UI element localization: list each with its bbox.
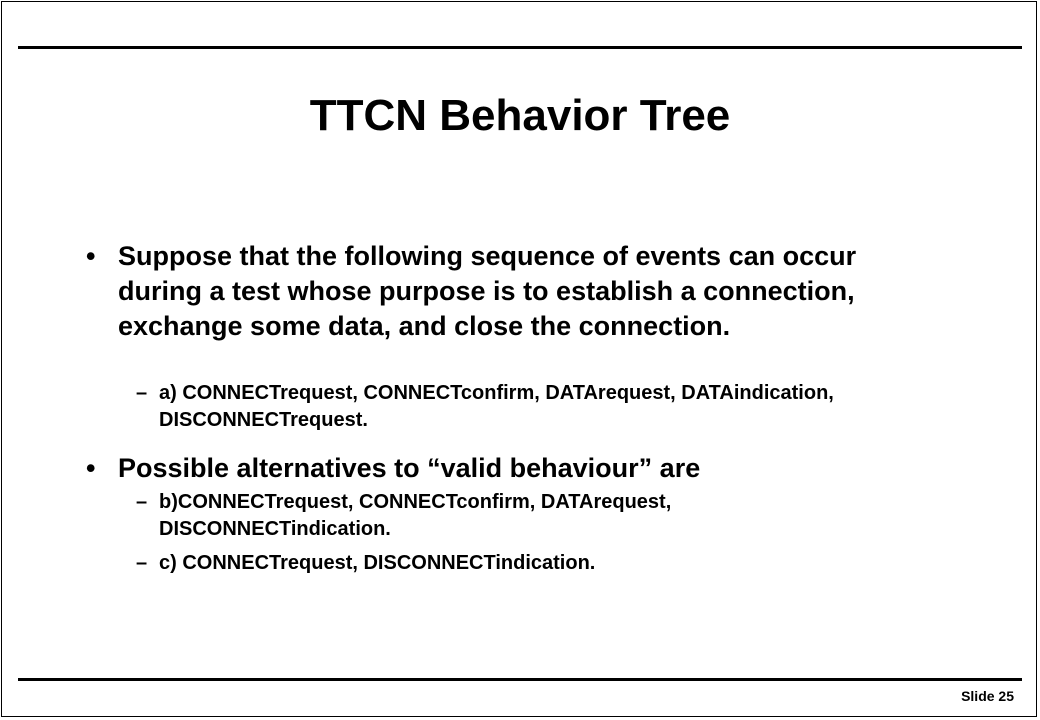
bullet-item bbox=[86, 239, 916, 344]
sub-bullet-item bbox=[136, 380, 836, 434]
top-divider bbox=[18, 46, 1022, 49]
sub-bullet-text: b)CONNECTrequest, CONNECTconfirm, DATArequest, DISCONNECTindication. bbox=[159, 491, 672, 540]
sub-bullet-item bbox=[136, 550, 836, 577]
bottom-divider bbox=[18, 678, 1022, 681]
bullet-marker: • bbox=[86, 241, 96, 271]
sub-bullet-marker: – bbox=[136, 382, 148, 404]
bullet-text: Possible alternatives to “valid behaviour” are bbox=[118, 453, 701, 483]
sub-bullet-text: a) CONNECTrequest, CONNECTconfirm, DATArequest, DATAindication, DISCONNECTrequest. bbox=[159, 382, 834, 431]
bullet-marker: • bbox=[86, 453, 96, 483]
bullet-text: Suppose that the following sequence of events can occur during a test whose purpose is to establish a connection, exchange some data, and close the connection. bbox=[118, 241, 857, 341]
bullet-item bbox=[86, 451, 916, 486]
sub-bullet-marker: – bbox=[136, 552, 148, 574]
sub-bullet-text: c) CONNECTrequest, DISCONNECTindication. bbox=[159, 552, 596, 574]
slide-title: TTCN Behavior Tree bbox=[309, 91, 731, 140]
sub-bullet-item bbox=[136, 489, 836, 543]
sub-bullet-marker: – bbox=[136, 491, 148, 513]
slide-number: Slide 25 bbox=[961, 688, 1014, 704]
